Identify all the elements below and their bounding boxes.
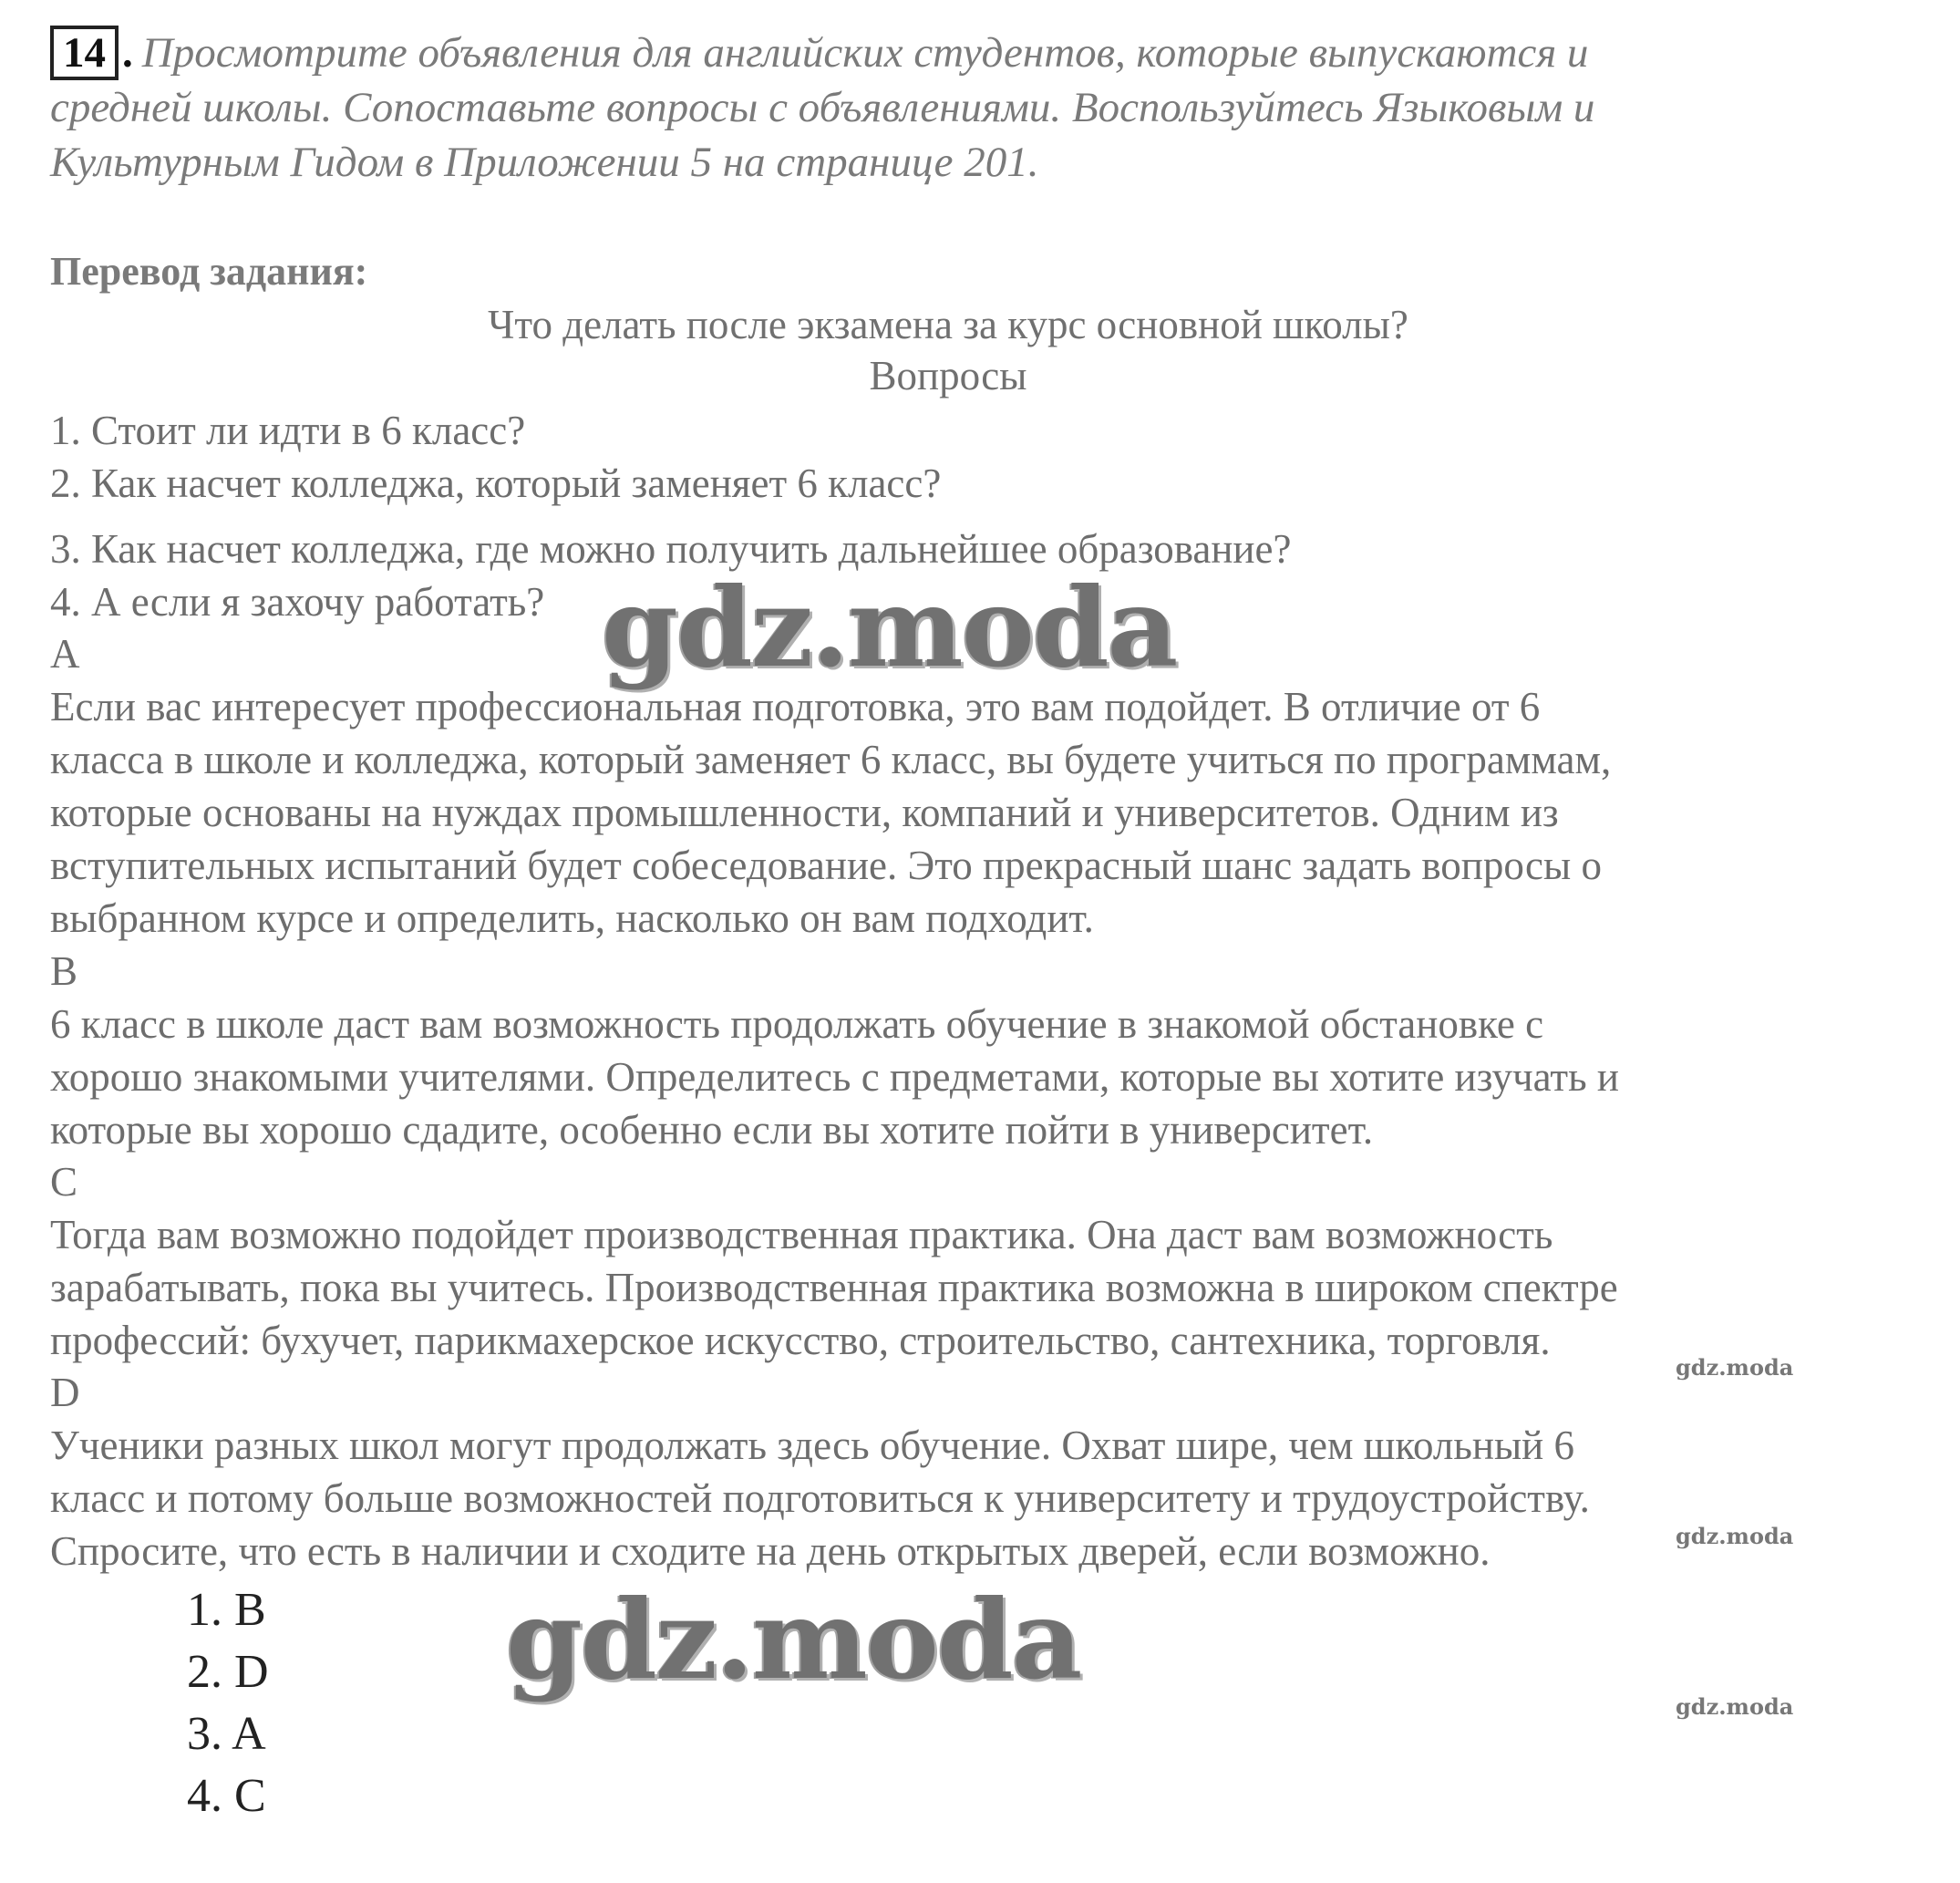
section-letter: D [50,1370,80,1415]
task-instruction [50,26,1892,190]
instruction-line-2: средней школы. Сопоставьте вопросы с объявлениями. Воспользуйтесь Языковым и [50,84,1595,131]
section-letter: C [50,1159,78,1205]
section-line: зарабатывать, пока вы учитесь. Производственная практика возможна в широком спектре [50,1265,1618,1310]
section-line: Если вас интересует профессиональная подготовка, это вам подойдет. В отличие от 6 [50,684,1541,729]
question-4: 4. А если я захочу работать? [50,579,545,625]
section-line: класс и потому больше возможностей подготовиться к университету и трудоустройству. [50,1475,1590,1521]
watermark-large-bottom: gdz.moda [506,1576,1081,1704]
translation-heading: Перевод задания: [50,249,368,294]
question-1: 1. Стоит ли идти в 6 класс? [50,408,526,453]
question-3: 3. Как насчет колледжа, где можно получить дальнейшее образование? [50,526,1292,572]
section-line: профессий: бухучет, парикмахерское искусство, строительство, сантехника, торговля. [50,1318,1551,1363]
questions-heading: Вопросы [869,353,1027,398]
section-c [50,1155,1910,1367]
section-line: выбранном курсе и определить, насколько он вам подходит. [50,895,1094,941]
section-line: которые вы хорошо сдадите, особенно если вы хотите пойти в университет. [50,1107,1374,1153]
watermark-large-top: gdz.moda [602,564,1177,692]
watermark-small-1: gdz.moda [1676,1354,1794,1381]
answer-4: 4. C [187,1770,266,1822]
section-line: которые основаны на нуждах промышленности, компаний и университетов. Одним из [50,790,1559,835]
section-line: вступительных испытаний будет собеседование. Это прекрасный шанс задать вопросы о [50,843,1602,888]
section-line: 6 класс в школе даст вам возможность продолжать обучение в знакомой обстановке с [50,1001,1544,1047]
section-line: Спросите, что есть в наличии и сходите на день открытых дверей, если возможно. [50,1528,1491,1574]
watermark-small-2: gdz.moda [1676,1523,1794,1549]
section-d [50,1366,1910,1578]
section-line: Ученики разных школ могут продолжать здесь обучение. Охват шире, чем школьный 6 [50,1423,1575,1468]
answers-list [187,1579,269,1827]
answer-2: 2. D [187,1646,269,1698]
instruction-line-1: Просмотрите объявления для английских студентов, которые выпускаются и [141,29,1589,77]
watermark-small-3: gdz.moda [1676,1693,1794,1720]
instruction-line-3: Культурным Гидом в Приложении 5 на странице 201. [50,139,1039,186]
section-letter: A [50,631,80,677]
task-number: 14 [50,26,119,80]
translation-title: Что делать после экзамена за курс основной школы? [488,302,1408,347]
section-line: Тогда вам возможно подойдет производственная практика. Она даст вам возможность [50,1212,1553,1257]
answer-3: 3. A [187,1708,266,1760]
section-line: хорошо знакомыми учителями. Определитесь с предметами, которые вы хотите изучать и [50,1054,1619,1100]
section-b [50,945,1910,1156]
section-line: класса в школе и колледжа, который заменяет 6 класс, вы будете учиться по программам, [50,737,1612,782]
answer-1: 1. B [187,1584,266,1636]
task-number-dot: . [122,29,133,77]
question-2: 2. Как насчет колледжа, который заменяет 6 класс? [50,460,942,506]
section-letter: B [50,948,78,994]
